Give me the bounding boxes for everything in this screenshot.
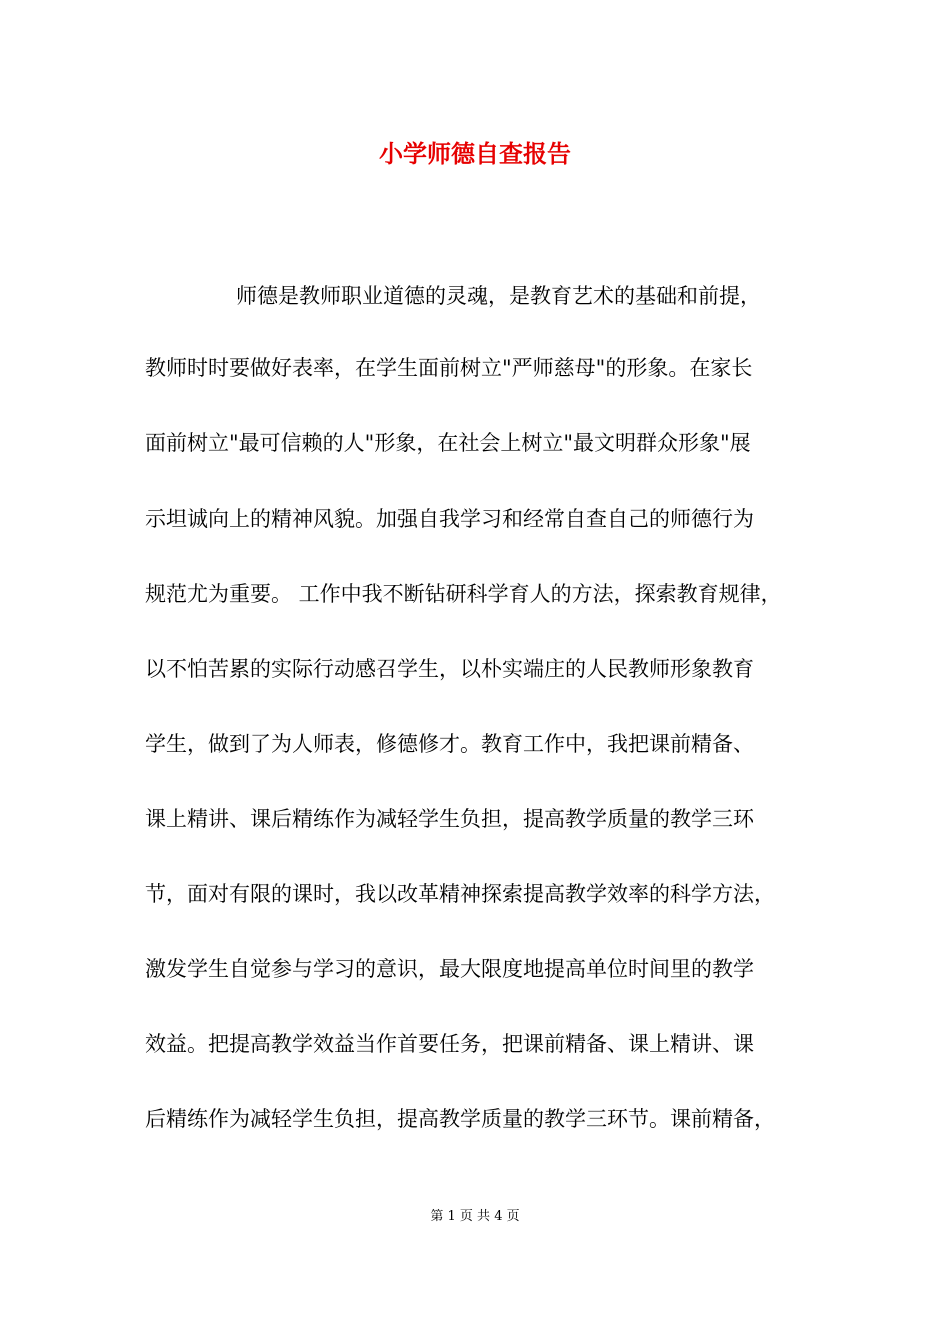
body-line-3: 面前树立"最可信赖的人"形象，在社会上树立"最文明群众形象"展 (145, 431, 751, 455)
body-line-1: 师德是教师职业道德的灵魂，是教育艺术的基础和前提， (236, 284, 761, 308)
body-line-12: 后精练作为减轻学生负担，提高教学质量的教学三环节。课前精备， (145, 1107, 775, 1131)
page-number: 第 1 页 共 4 页 (430, 1209, 520, 1224)
body-line-10: 激发学生自觉参与学习的意识，最大限度地提高单位时间里的教学 (145, 957, 754, 981)
body-line-9: 节，面对有限的课时，我以改革精神探索提高教学效率的科学方法， (145, 882, 775, 906)
body-line-11: 效益。把提高教学效益当作首要任务，把课前精备、课上精讲、课 (145, 1032, 754, 1056)
body-line-7: 学生，做到了为人师表，修德修才。教育工作中，我把课前精备、 (145, 732, 754, 756)
body-line-8: 课上精讲、课后精练作为减轻学生负担，提高教学质量的教学三环 (145, 807, 754, 831)
page-footer (0, 1207, 950, 1227)
body-line-4: 示坦诚向上的精神风貌。加强自我学习和经常自查自己的师德行为 (145, 507, 754, 531)
body-line-2: 教师时时要做好表率，在学生面前树立"严师慈母"的形象。在家长 (145, 356, 753, 380)
body-line-5: 规范尤为重要。 工作中我不断钻研科学育人的方法，探索教育规律， (145, 582, 782, 606)
document-title: 小学师德自查报告 (379, 139, 571, 168)
body-line-6: 以不怕苦累的实际行动感召学生，以朴实端庄的人民教师形象教育 (145, 657, 754, 681)
